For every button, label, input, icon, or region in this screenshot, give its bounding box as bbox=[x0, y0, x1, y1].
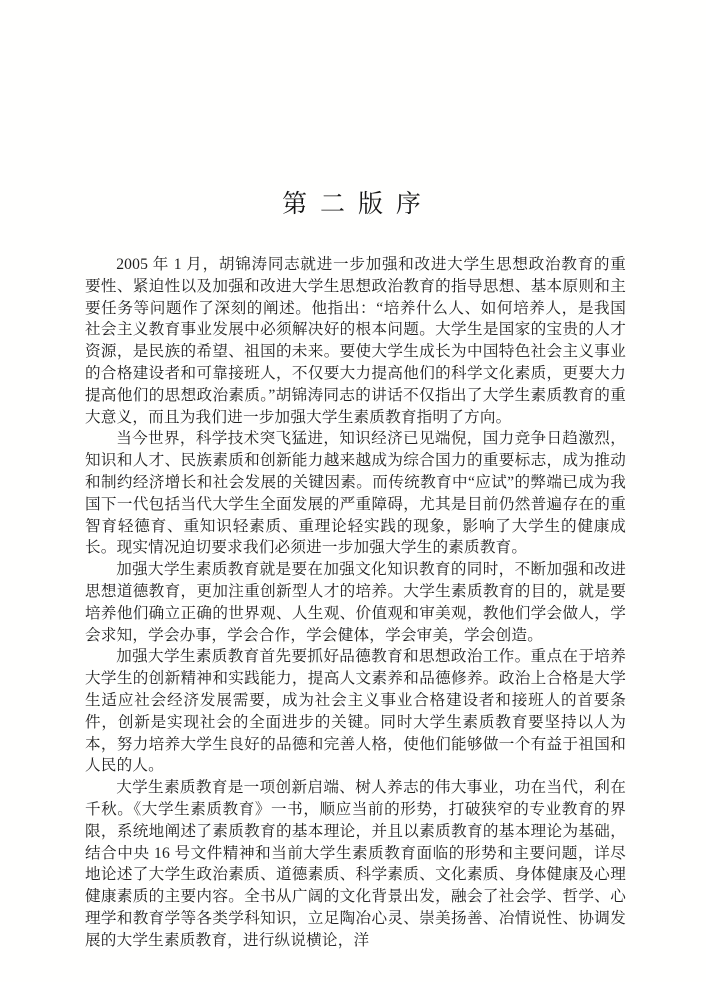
body-paragraph: 加强大学生素质教育就是要在加强文化知识教育的同时，不断加强和改进思想道德教育，更加注重创新型人才的培养。大学生素质教育的目的，就是要培养他们确立正确的世界观、人生观、价值观和审美观，教他们学会做人，学会求知，学会办事，学会合作，学会健体，学会审美，学会创造。 bbox=[85, 561, 626, 644]
body-paragraph: 2005 年 1 月，胡锦涛同志就进一步加强和改进大学生思想政治教育的重要性、紧迫性以及加强和改进大学生思想政治教育的指导思想、基本原则和主要任务等问题作了深刻的阐述。他指出：“培养什么人、如何培养人，是我国社会主义教育事业发展中必须解决好的根本问题。大学生是国家的宝贵的人才资源，是民族的希望、祖国的未来。要使大学生成长为中国特色社会主义事业的合格建设者和可靠接班人，不仅要大力提高他们的科学文化素质，更要大力提高他们的思想政治素质。”胡锦涛同志的讲话不仅指出了大学生素质教育的重大意义，而且为我们进一步加强大学生素质教育指明了方向。 bbox=[85, 256, 626, 426]
body-paragraph: 当今世界，科学技术突飞猛进，知识经济已见端倪，国力竞争日趋激烈，知识和人才、民族素质和创新能力越来越成为综合国力的重要标志，成为推动和制约经济增长和社会发展的关键因素。而传统教育中“应试”的弊端已成为我国下一代包括当代大学生全面发展的严重障碍，尤其是目前仍然普遍存在的重智育轻德育、重知识轻素质、重理论轻实践的现象，影响了大学生的健康成长。现实情况迫切要求我们必须进一步加强大学生的素质教育。 bbox=[85, 430, 626, 557]
page-title: 第 二 版 序 bbox=[282, 190, 424, 218]
body-paragraph: 加强大学生素质教育首先要抓好品德教育和思想政治工作。重点在于培养大学生的创新精神和实践能力，提高人文素养和品德修养。政治上合格是大学生适应社会经济发展需要，成为社会主义事业合格建设者和接班人的首要条件，创新是实现社会的全面进步的关键。同时大学生素质教育要坚持以人为本，努力培养大学生良好的品德和完善人格，使他们能够做一个有益于祖国和人民的人。 bbox=[85, 648, 626, 775]
preface-body bbox=[85, 254, 626, 952]
body-paragraph: 大学生素质教育是一项创新启端、树人养志的伟大事业，功在当代，利在千秋。《大学生素质教育》一书，顺应当前的形势，打破狭窄的专业教育的界限，系统地阐述了素质教育的基本理论，并且以素质教育的基本理论为基础，结合中央 16 号文件精神和当前大学生素质教育面临的形势和主要问题，详尽地论述了大学生政治素质、道德素质、科学素质、文化素质、身体健康及心理健康素质的主要内容。全书从广阔的文化背景出发，融会了社会学、哲学、心理学和教育学等各类学科知识，立足陶冶心灵、崇美扬善、冶情说性、协调发展的大学生素质教育，进行纵说横论，洋 bbox=[85, 779, 626, 949]
